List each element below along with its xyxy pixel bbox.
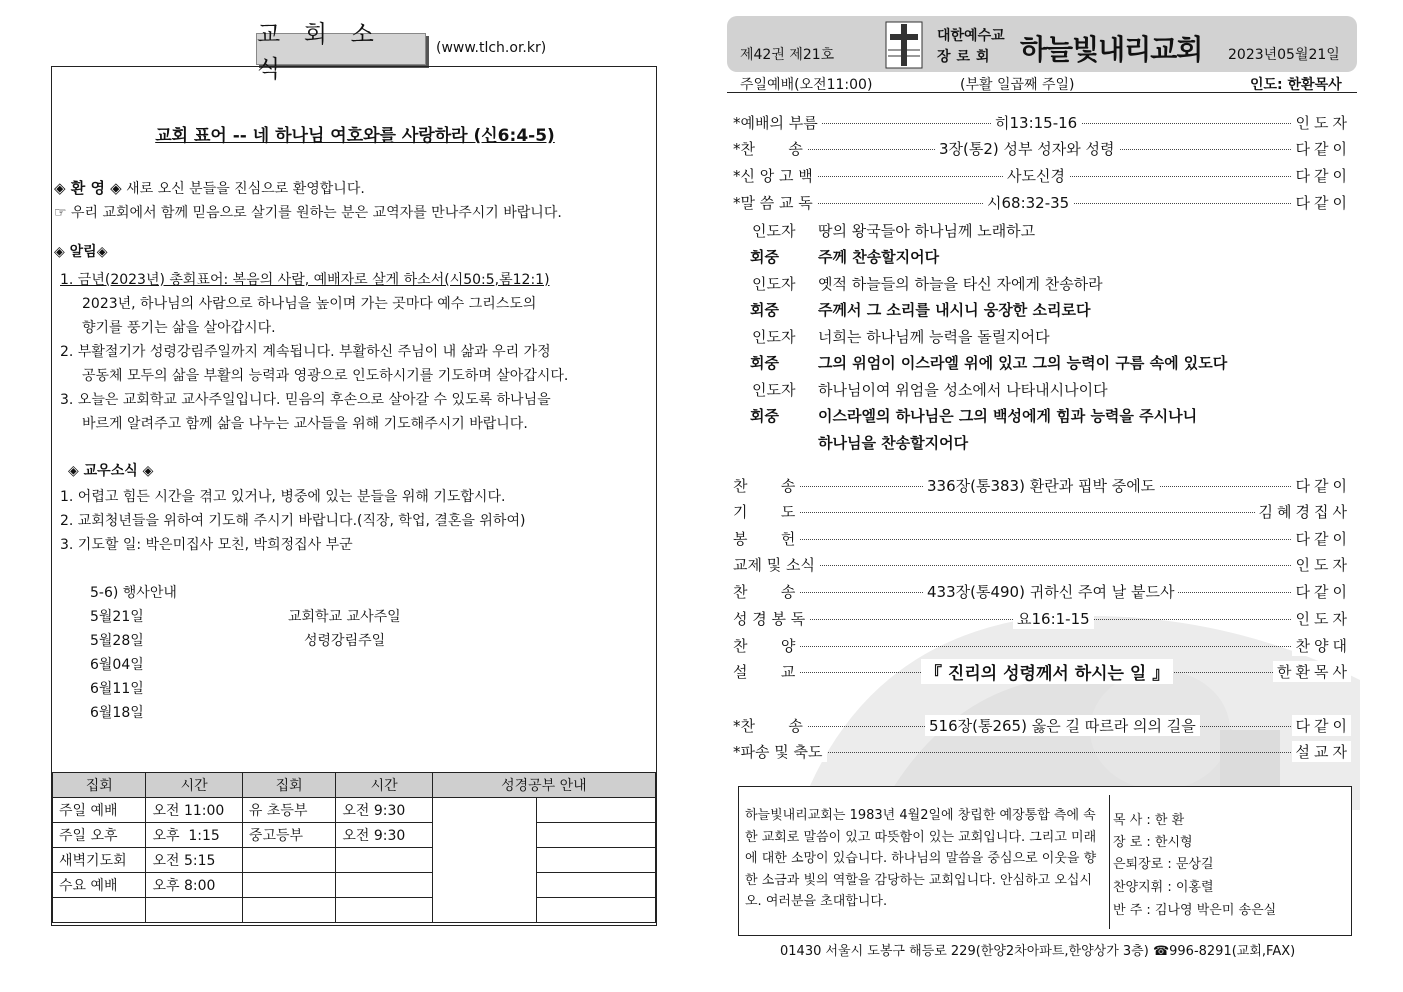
order-mark: *: [733, 743, 741, 761]
order-person: 김혜경집사: [1255, 501, 1351, 522]
table-cell: [336, 898, 432, 923]
table-row: [53, 848, 656, 873]
dot-leader: [733, 565, 1351, 566]
order-row: [733, 192, 1351, 214]
members-line: 3. 기도할 일: 박은미집사 모친, 박희정집사 부군: [60, 537, 353, 553]
service-time: 주일예배(오전11:00): [740, 77, 873, 93]
table-cell: [336, 873, 432, 898]
bible-study-cell: [537, 798, 656, 823]
members-heading: ◈ 교우소식 ◈: [68, 463, 154, 479]
order-label: [733, 608, 809, 629]
order-item: 말 씀 교 독: [740, 194, 813, 212]
order-mark: *: [733, 194, 741, 212]
reading-speaker: 회중: [750, 354, 779, 372]
order-detail: 『 진리의 성령께서 하시는 일 』: [921, 659, 1173, 684]
table-cell: 유 초등부: [242, 798, 335, 823]
order-mark: *: [733, 717, 741, 735]
table-cell: [242, 848, 335, 873]
table-row: [53, 873, 656, 898]
schedule-header-row: [53, 773, 656, 798]
order-item: 성 경 봉 독: [733, 610, 806, 628]
info-divider: [1109, 795, 1110, 929]
news-title: [256, 20, 426, 83]
table-cell: 중고등부: [242, 823, 335, 848]
order-item: 찬 송: [740, 140, 803, 158]
order-item: 찬 송: [733, 477, 796, 495]
table-cell: [336, 848, 432, 873]
denomination-line2: 장로회: [937, 49, 996, 65]
order-detail: 3장(통2) 성부 성자와 성령: [935, 138, 1119, 159]
order-row: [733, 138, 1351, 160]
order-person: 다같이: [1292, 138, 1351, 159]
order-item: 봉 헌: [733, 530, 796, 548]
bible-study-cell: [537, 898, 656, 923]
church-url[interactable]: (www.tlch.or.kr): [436, 40, 547, 56]
staff-accompanist: 반 주 : 김나영 박은미 송은실: [1113, 903, 1277, 918]
reading-speaker: 인도자: [752, 381, 796, 399]
reading-text: 옛적 하늘들의 하늘을 타신 자에게 찬송하라: [818, 275, 1103, 293]
order-detail: 시68:32-35: [983, 192, 1073, 213]
order-person: 다같이: [1292, 192, 1351, 213]
dot-leader: [733, 646, 1351, 647]
reading-text: 주께서 그 소리를 내시니 웅장한 소리로다: [818, 301, 1091, 319]
table-cell: 주일 오후: [53, 823, 146, 848]
events-heading: 5-6) 행사안내: [90, 585, 177, 601]
table-cell: 오전 9:30: [336, 798, 432, 823]
staff-pastor: 목 사 : 한 환: [1113, 813, 1185, 828]
table-row: [53, 898, 656, 923]
event-name: 교회학교 교사주일: [288, 609, 401, 625]
church-logo-icon: [884, 20, 924, 70]
event-date: 6월04일: [90, 657, 144, 673]
table-row: [53, 823, 656, 848]
order-label: [733, 112, 822, 133]
church-info-box: [738, 786, 1352, 936]
reading-speaker: 인도자: [752, 222, 796, 240]
order-item: 파송 및 축도: [740, 743, 823, 761]
event-name: 성령강림주일: [304, 633, 386, 649]
order-person: 다같이: [1292, 581, 1351, 602]
sunday-name: (부활 일곱째 주일): [960, 77, 1075, 93]
order-row: [733, 608, 1351, 630]
church-address: 01430 서울시 도봉구 해등로 229(한양2차아파트,한양상가 3층) ☎996-8291(교회,FAX): [780, 944, 1296, 959]
schedule-header: 성경공부 안내: [432, 773, 655, 798]
order-person: 찬양대: [1292, 635, 1351, 656]
reading-text: 하나님을 찬송할지어다: [818, 434, 969, 452]
table-cell: [242, 898, 335, 923]
notice-line: 공동체 모두의 삶을 부활의 능력과 영광으로 인도하시기를 기도하며 살아갑시다.: [82, 368, 569, 384]
church-motto: 교회 표어 -- 네 하나님 여호와를 사랑하라 (신6:4-5): [155, 126, 555, 146]
order-label: [733, 475, 799, 496]
bible-study-cell: [537, 873, 656, 898]
order-item: 교제 및 소식: [733, 556, 815, 574]
dot-leader: [733, 539, 1351, 540]
order-detail: 요16:1-15: [1013, 608, 1094, 629]
bulletin-date: 2023년05월21일: [1228, 47, 1340, 63]
bible-study-cell: [537, 823, 656, 848]
bible-study-cell: [537, 848, 656, 873]
order-item: 찬 송: [740, 717, 803, 735]
table-cell: 새벽기도회: [53, 848, 146, 873]
event-date: 6월18일: [90, 705, 144, 721]
order-label: [733, 581, 799, 602]
denomination-line1: 대한예수교: [937, 28, 1005, 44]
order-row: [733, 581, 1351, 603]
order-label: [733, 165, 817, 186]
order-person: 다같이: [1292, 165, 1351, 186]
members-line: 1. 어렵고 힘든 시간을 겪고 있거나, 병중에 있는 분들을 위해 기도합시다.: [60, 489, 506, 505]
reading-text: 너희는 하나님께 능력을 돌릴지어다: [818, 328, 1050, 346]
reading-text: 그의 위엄이 이스라엘 위에 있고 그의 능력이 구름 속에 있도다: [818, 354, 1228, 372]
order-person: 다같이: [1292, 715, 1351, 736]
order-person: 한환목사: [1273, 661, 1351, 682]
order-person: 다같이: [1292, 528, 1351, 549]
table-cell: 오전 11:00: [146, 798, 242, 823]
notice-line: 바르게 알려주고 함께 삶을 나누는 교사들을 위해 기도해주시기 바랍니다.: [82, 416, 528, 432]
table-cell: [146, 898, 242, 923]
church-name: 하늘빛내리교회: [1020, 33, 1203, 66]
church-introduction: 하늘빛내리교회는 1983년 4월2일에 창립한 예장통합 측에 속한 교회로 말씀이 있고 따뜻함이 있는 교회입니다. 그리고 미래에 대한 소망이 있습니다. 하나님의 말씀을 중심으로 이웃을 향한 소금과 빛의 역할을 감당하는 교회입니다. 안심하고 오십시오. 여러분을 초대합니다.: [745, 808, 1097, 909]
news-panel: [51, 66, 657, 926]
schedule-header: 집회: [53, 773, 146, 798]
order-label: [733, 635, 799, 656]
order-mark: *: [733, 140, 741, 158]
order-item: 신 앙 고 백: [740, 167, 813, 185]
members-line: 2. 교회청년들을 위하여 기도해 주시기 바랍니다.(직장, 학업, 결혼을 위하여): [60, 513, 526, 529]
order-item: 설 교: [733, 663, 796, 681]
reading-text: 주께 찬송할지어다: [818, 248, 940, 266]
reading-text: 이스라엘의 하나님은 그의 백성에게 힘과 능력을 주시나니: [818, 407, 1198, 425]
order-row: [733, 661, 1351, 683]
order-person: 인도자: [1292, 608, 1351, 629]
reading-speaker: 회중: [750, 301, 779, 319]
reading-speaker: 회중: [750, 248, 779, 266]
order-detail: 433장(통490) 귀하신 주여 날 붙드사: [923, 581, 1178, 602]
event-date: 5월28일: [90, 633, 144, 649]
order-detail: 516장(통265) 옳은 길 따르라 의의 길을: [925, 715, 1200, 736]
notice-line: 향기를 풍기는 삶을 살아갑시다.: [82, 320, 276, 336]
welcome-section: [54, 177, 365, 198]
service-leader: 인도: 한환목사: [1250, 77, 1342, 93]
order-label: [733, 528, 799, 549]
order-label: [733, 138, 807, 159]
table-cell: 수요 예배: [53, 873, 146, 898]
order-label: [733, 661, 799, 682]
order-row: [733, 554, 1351, 576]
order-mark: *: [733, 167, 741, 185]
volume-number: 제42권 제21호: [740, 47, 835, 63]
staff-choir-director: 찬양지휘 : 이홍렬: [1113, 880, 1214, 895]
order-row: [733, 165, 1351, 187]
order-item: 찬 송: [733, 583, 796, 601]
order-detail: 사도신경: [1003, 165, 1069, 186]
order-person: 인도자: [1292, 112, 1351, 133]
notice-line: 3. 오늘은 교회학교 교사주일입니다. 믿음의 후손으로 살아갈 수 있도록 하나님을: [60, 392, 551, 408]
order-row: [733, 528, 1351, 550]
order-detail: 히13:15-16: [991, 112, 1081, 133]
order-person: 인도자: [1292, 554, 1351, 575]
order-row: [733, 741, 1351, 763]
schedule-header: 시간: [336, 773, 432, 798]
order-row: [733, 112, 1351, 134]
table-cell: 오후 1:15: [146, 823, 242, 848]
schedule-header: 시간: [146, 773, 242, 798]
order-mark: *: [733, 114, 741, 132]
order-label: [733, 715, 807, 736]
table-cell: 오전 9:30: [336, 823, 432, 848]
staff-retired-elder: 은퇴장로 : 문상길: [1113, 857, 1214, 872]
order-label: [733, 192, 817, 213]
reading-speaker: 회중: [750, 407, 779, 425]
order-row: [733, 635, 1351, 657]
bible-study-cell: [432, 798, 537, 923]
reading-speaker: 인도자: [752, 275, 796, 293]
staff-elder: 장 로 : 한시형: [1113, 835, 1193, 850]
table-cell: 오전 5:15: [146, 848, 242, 873]
table-cell: 주일 예배: [53, 798, 146, 823]
order-detail: 336장(통383) 환란과 핍박 중에도: [923, 475, 1159, 496]
table-cell: [242, 873, 335, 898]
notice-heading: ◈ 알림◈: [54, 244, 108, 260]
news-title-text: 교 회 소 식: [257, 20, 382, 83]
order-item: 기 도: [733, 503, 796, 521]
table-row: [53, 798, 656, 823]
order-row: [733, 501, 1351, 523]
notice-line: 2023년, 하나님의 사람으로 하나님을 높이며 가는 곳마다 예수 그리스도의: [82, 296, 537, 312]
welcome-heading: ◈ 환 영 ◈: [54, 179, 122, 197]
order-person: 다같이: [1292, 475, 1351, 496]
schedule-header: 집회: [242, 773, 335, 798]
order-row: [733, 715, 1351, 737]
order-label: [733, 501, 799, 522]
order-item: 찬 양: [733, 637, 796, 655]
event-date: 5월21일: [90, 609, 144, 625]
schedule-table: [52, 772, 656, 923]
welcome-line2: ☞ 우리 교회에서 함께 믿음으로 살기를 원하는 분은 교역자를 만나주시기 바랍니다.: [54, 205, 562, 221]
table-cell: [53, 898, 146, 923]
order-row: [733, 475, 1351, 497]
welcome-text: 새로 오신 분들을 진심으로 환영합니다.: [121, 181, 365, 197]
order-person: 설교자: [1292, 741, 1351, 762]
order-label: [733, 554, 819, 575]
table-cell: 오후 8:00: [146, 873, 242, 898]
order-item: 예배의 부름: [740, 114, 818, 132]
reading-speaker: 인도자: [752, 328, 796, 346]
order-label: [733, 741, 827, 762]
reading-text: 하나님이여 위엄을 성소에서 나타내시나이다: [818, 381, 1108, 399]
reading-text: 땅의 왕국들아 하나님께 노래하고: [818, 222, 1036, 240]
notice-line: 2. 부활절기가 성령강림주일까지 계속됩니다. 부활하신 주님이 내 삶과 우리 가정: [60, 344, 551, 360]
event-date: 6월11일: [90, 681, 144, 697]
notice-line: 1. 금년(2023년) 총회표어: 복음의 사람, 예배자로 살게 하소서(시50:5,롬12:1): [60, 272, 550, 288]
